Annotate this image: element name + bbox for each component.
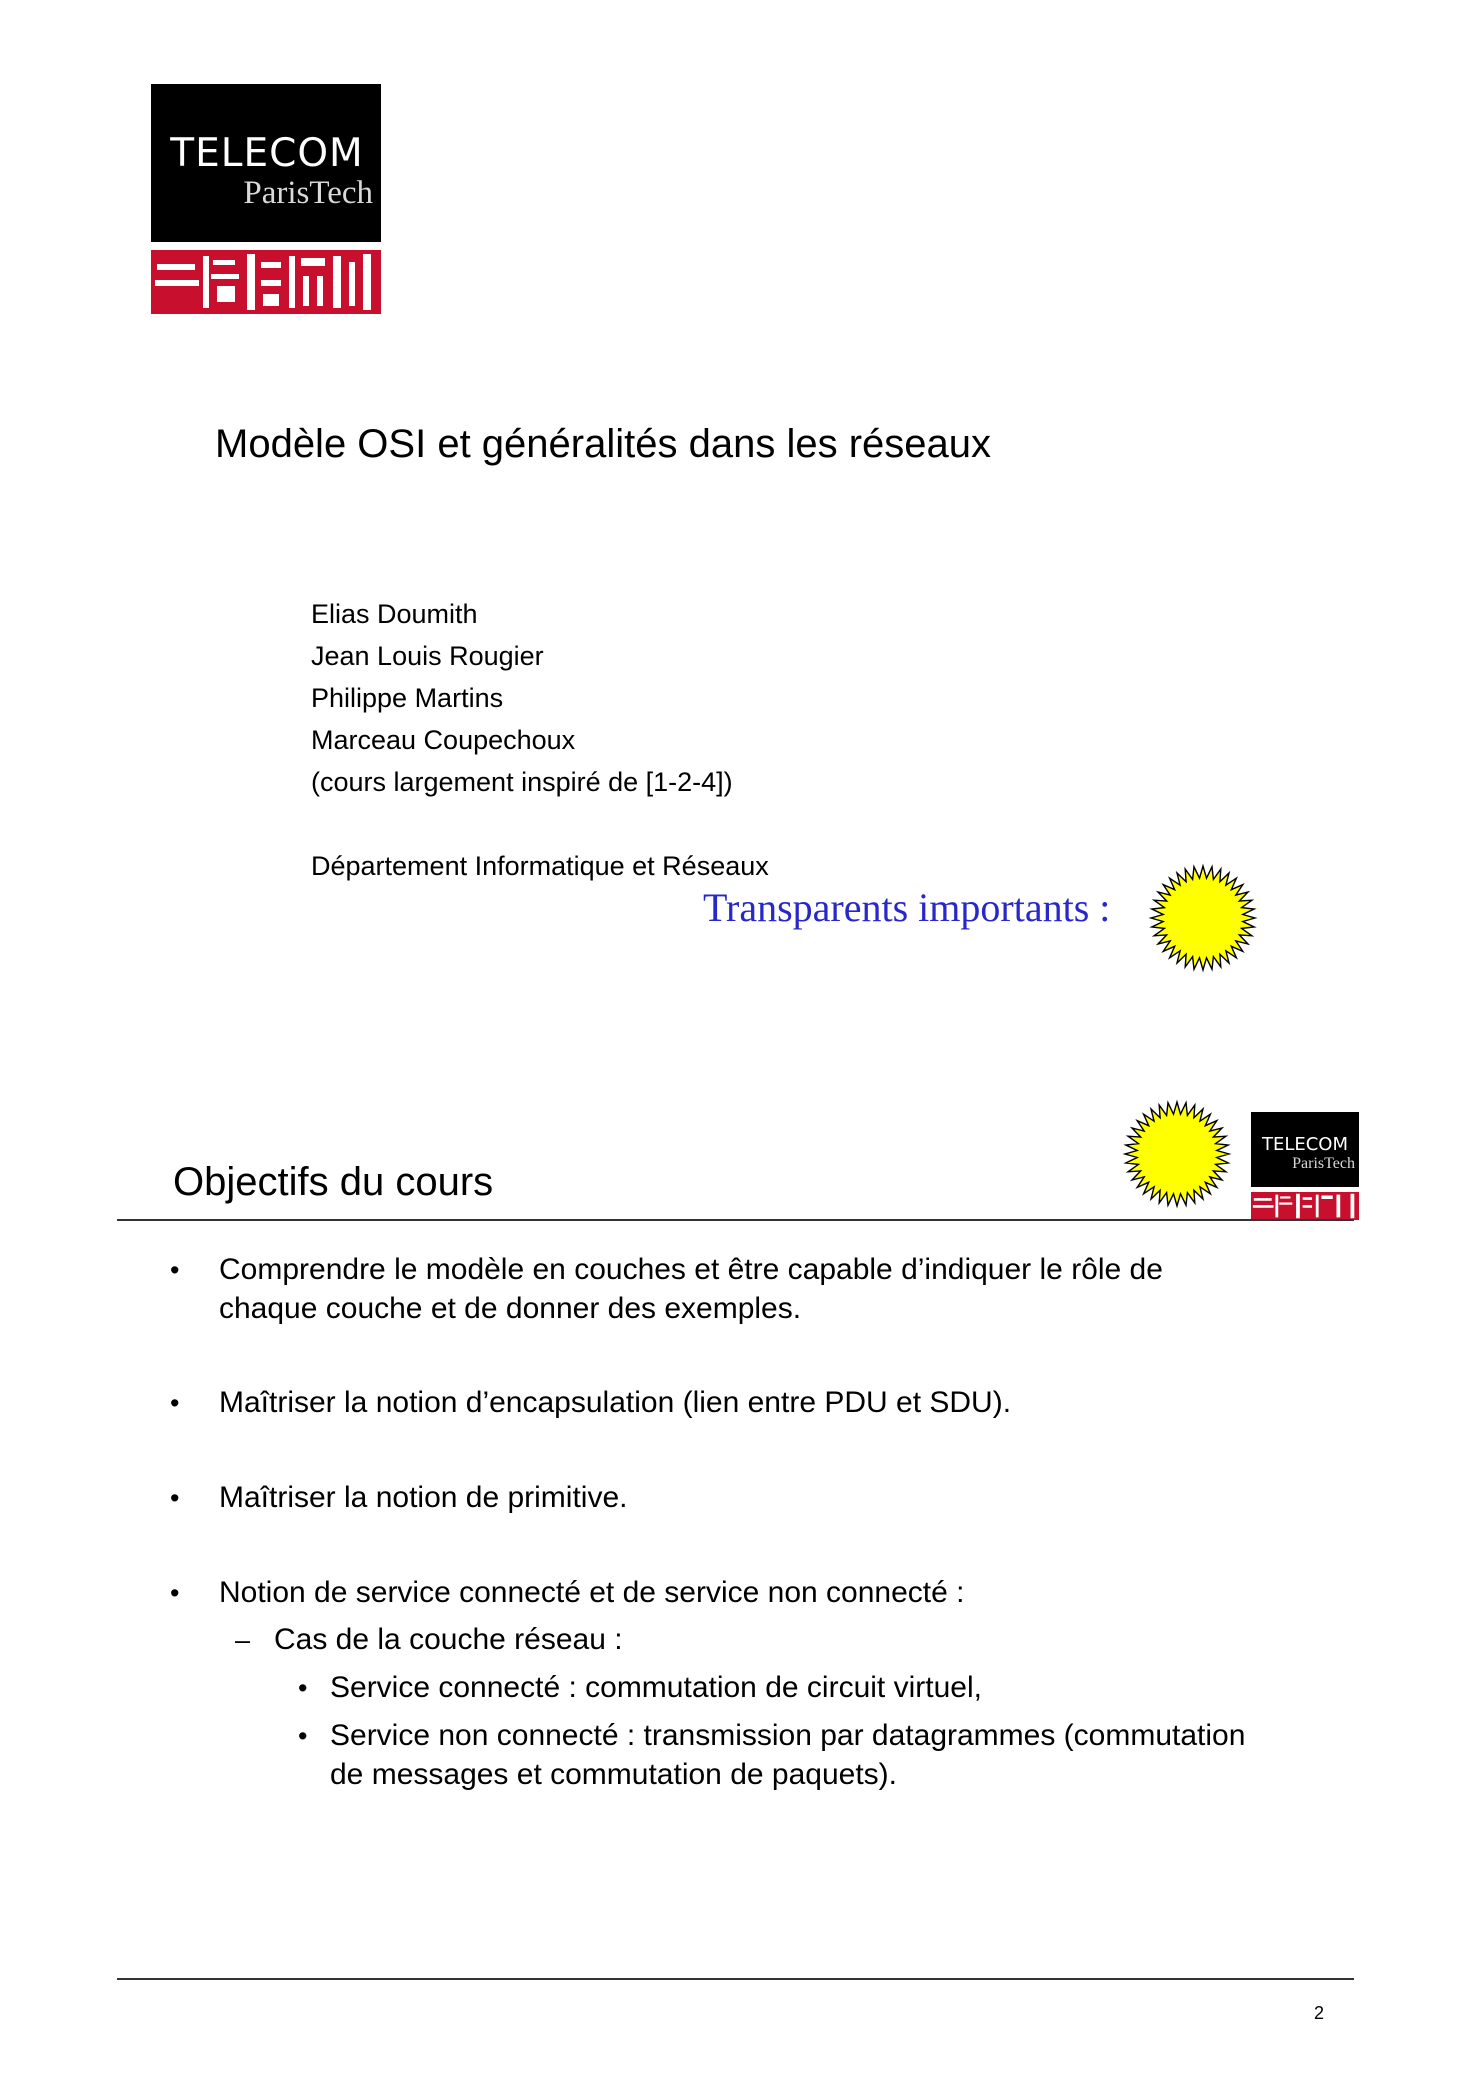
department-name: Département Informatique et Réseaux: [311, 851, 769, 881]
bullet-line: Notion de service connecté et de service non connecté :: [219, 1576, 965, 1609]
bullet-line: Maîtriser la notion de primitive.: [219, 1481, 628, 1514]
footer-divider: [117, 1978, 1354, 1980]
bullet-line: Service non connecté : transmission par datagrammes (commutation: [330, 1719, 1246, 1752]
bullet-item: [219, 1250, 1163, 1328]
bullet-item: [219, 1383, 1011, 1422]
presentation-title: Modèle OSI et généralités dans les réseaux: [215, 422, 991, 466]
author-name: Marceau Coupechoux: [311, 725, 576, 755]
bullet-line: Service connecté : commutation de circuit virtuel,: [330, 1671, 982, 1704]
author-name: Elias Doumith: [311, 599, 478, 629]
bullet-line: Comprendre le modèle en couches et être capable d’indiquer le rôle de: [219, 1253, 1163, 1286]
logo-paristech-text: ParisTech: [243, 175, 373, 211]
sub-bullet-item: Cas de la couche réseau :: [274, 1623, 623, 1656]
bullet-marker: •: [170, 1578, 180, 1608]
page-number: 2: [1314, 2003, 1325, 2023]
bullet-line: de messages et commutation de paquets).: [330, 1758, 897, 1791]
bullet-line: chaque couche et de donner des exemples.: [219, 1292, 802, 1325]
logo-calligraphy-stamp: [1251, 1192, 1359, 1220]
logo-paristech-text: ParisTech: [1292, 1155, 1355, 1172]
bullet-marker: •: [170, 1255, 180, 1285]
sub-sub-bullet-item: [330, 1716, 1245, 1794]
sun-starburst-icon: [1148, 858, 1258, 978]
bullet-line: Maîtriser la notion d’encapsulation (lien entre PDU et SDU).: [219, 1386, 1012, 1419]
sub-sub-bullet-marker: •: [298, 1721, 308, 1751]
author-name: Jean Louis Rougier: [311, 641, 544, 671]
logo-telecom-text: TELECOM: [1261, 1134, 1349, 1155]
bullet-item: [219, 1478, 628, 1517]
important-slides-label: Transparents importants :: [703, 885, 1111, 930]
slide-title: Objectifs du cours: [173, 1160, 494, 1204]
logo-telecom-text: TELECOM: [170, 131, 364, 176]
telecom-paristech-logo: [1251, 1112, 1359, 1220]
logo-calligraphy-stamp: [151, 250, 381, 314]
sun-starburst-icon: [1118, 1095, 1236, 1213]
sub-sub-bullet-item: [330, 1668, 982, 1707]
telecom-paristech-logo: [151, 84, 381, 314]
title-divider: [117, 1219, 1354, 1221]
bullet-marker: •: [170, 1483, 180, 1513]
author-name: Philippe Martins: [311, 683, 504, 713]
sub-bullet-dash: –: [235, 1625, 251, 1655]
bullet-item: [219, 1573, 964, 1612]
bullet-marker: •: [170, 1388, 180, 1418]
course-source-note: (cours largement inspiré de [1-2-4]): [311, 767, 733, 797]
sub-sub-bullet-marker: •: [298, 1673, 308, 1703]
